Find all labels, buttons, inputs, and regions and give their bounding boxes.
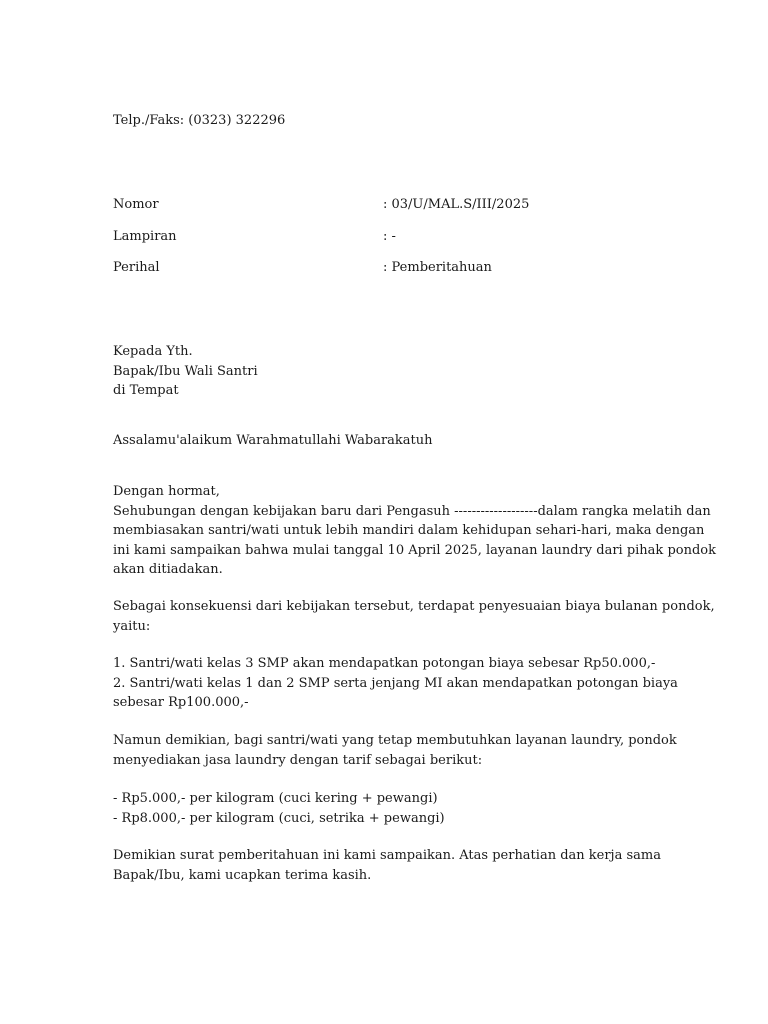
meta-label: Lampiran	[113, 229, 177, 244]
closing-paragraph	[113, 846, 661, 885]
tariff-line: - Rp5.000,- per kilogram (cuci kering + pewangi)	[113, 791, 438, 806]
discount-list	[113, 654, 678, 713]
recipient-line: Bapak/Ibu Wali Santri	[113, 363, 258, 379]
laundry-intro-line: Namun demikian, bagi santri/wati yang tetap membutuhkan layanan laundry, pondok	[113, 733, 677, 748]
body-line: Sehubungan dengan kebijakan baru dari Pengasuh -------------------dalam rangka melatih dan	[113, 503, 711, 519]
discount-line: sebesar Rp100.000,-	[113, 695, 249, 710]
consequence-line: Sebagai konsekuensi dari kebijakan tersebut, terdapat penyesuaian biaya bulanan pondok,	[113, 599, 715, 614]
meta-value: : -	[383, 229, 396, 244]
contact-line: Telp./Faks: (0323) 322296	[113, 113, 286, 128]
consequence-paragraph	[113, 597, 715, 636]
opening-paragraph	[113, 482, 716, 580]
recipient-block	[113, 342, 658, 401]
body-line: ini kami sampaikan bahwa mulai tanggal 10 April 2025, layanan laundry dari pihak pondok	[113, 542, 716, 558]
consequence-line: yaitu:	[113, 618, 151, 634]
meta-label: Perihal	[113, 260, 160, 275]
recipient-line: Kepada Yth.	[113, 344, 193, 359]
closing-line: Bapak/Ibu, kami ucapkan terima kasih.	[113, 867, 372, 883]
closing-line: Demikian surat pemberitahuan ini kami sampaikan. Atas perhatian dan kerja sama	[113, 848, 661, 863]
laundry-intro-line: menyediakan jasa laundry dengan tarif sebagai berikut:	[113, 752, 483, 768]
greeting: Assalamu'alaikum Warahmatullahi Wabarakatuh	[113, 433, 433, 448]
discount-line: 2. Santri/wati kelas 1 dan 2 SMP serta jenjang MI akan mendapatkan potongan biaya	[113, 675, 678, 691]
meta-value: : 03/U/MAL.S/III/2025	[383, 197, 530, 212]
meta-row-nomor	[113, 195, 673, 215]
body-line: membiasakan santri/wati untuk lebih mandiri dalam kehidupan sehari-hari, maka dengan	[113, 523, 705, 538]
tariff-line: - Rp8.000,- per kilogram (cuci, setrika + pewangi)	[113, 810, 445, 826]
discount-line: 1. Santri/wati kelas 3 SMP akan mendapatkan potongan biaya sebesar Rp50.000,-	[113, 656, 656, 671]
laundry-intro-paragraph	[113, 731, 677, 770]
meta-row-lampiran	[113, 227, 673, 247]
opening-line: Dengan hormat,	[113, 484, 220, 499]
meta-row-perihal	[113, 258, 673, 278]
meta-value: : Pemberitahuan	[383, 260, 492, 275]
recipient-line: di Tempat	[113, 383, 179, 398]
body-line: akan ditiadakan.	[113, 562, 223, 577]
meta-label: Nomor	[113, 197, 159, 212]
tariff-list	[113, 789, 658, 828]
